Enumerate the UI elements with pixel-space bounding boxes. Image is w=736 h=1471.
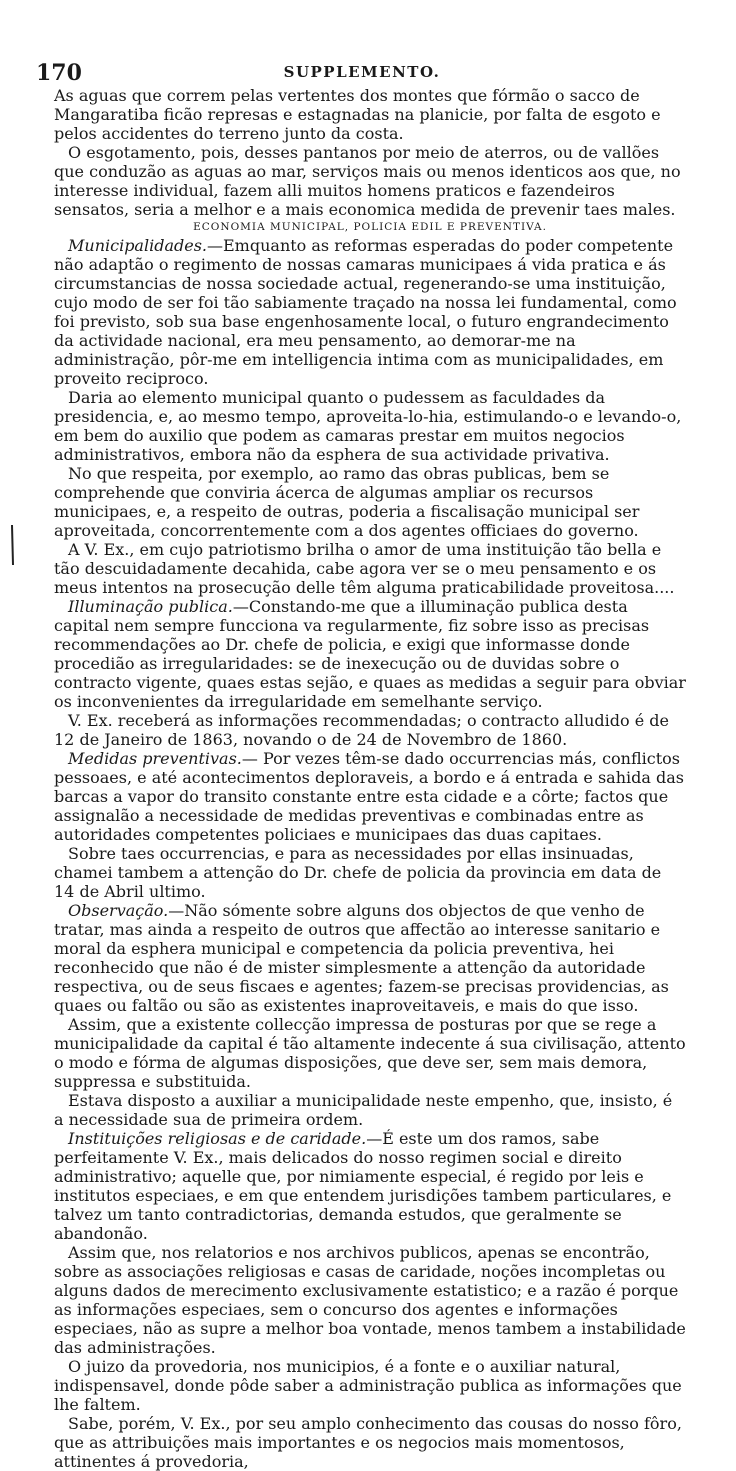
paragraph-lead: Municipalidades. [68,236,207,255]
paragraph: Assim, que a existente collecção impressa de posturas por que se rege a municipalidade da capital é tão altamente indecente á sua civilisação, attento o modo e fórma de algumas disposições, que deve ser, sem mais demora, suppressa e substituida. [54,1015,686,1091]
paragraph-lead: Instituições religiosas e de caridade. [68,1129,367,1148]
paragraph: Observação.—Não sómente sobre alguns dos objectos de que venho de tratar, mas ainda a respeito de outros que affectão ao interesse sanitario e moral da esphera municipal e competencia da policia preventiva, hei reconhecido que não é de mister simplesmente a attenção da autoridade respectiva, ou de seus fiscaes e agentes; fazem-se precisas providencias, as quaes ou faltão ou são as existentes inaproveitaveis, e mais do que isso. [54,901,669,1015]
paragraph: Assim que, nos relatorios e nos archivos publicos, apenas se encontrão, sobre as associações religiosas e casas de caridade, noções incompletas ou alguns dados de merecimento exclusivamente estatistico; e a razão é porque as informações especiaes, sem o concurso dos agentes e informações especiaes, não as supre a melhor boa vontade, menos tambem a instabilidade das administrações. [54,1243,686,1357]
paragraph: Estava disposto a auxiliar a municipalidade neste empenho, que, insisto, é a necessidade sua de primeira ordem. [54,1091,673,1129]
paragraph: Sobre taes occurrencias, e para as necessidades por ellas insinuadas, chamei tambem a attenção do Dr. chefe de policia da provincia em data de 14 de Abril ultimo. [54,844,662,901]
section-heading: ECONOMIA MUNICIPAL, POLICIA EDIL E PREVENTIVA. [193,221,547,233]
paragraph: As aguas que correm pelas vertentes dos montes que fórmão o sacco de Mangaratiba ficão represas e estagnadas na planicie, por falta de esgoto e pelos accidentes do terreno junto da costa. [54,86,661,143]
margin-mark-icon [10,525,15,565]
paragraph: O esgotamento, pois, desses pantanos por meio de aterros, ou de vallões que conduzão as aguas ao mar, serviços mais ou menos identicos aos que, no interesse individual, fazem alli muitos homens praticos e fazendeiros sensatos, seria a melhor e a mais economica medida de prevenir taes males. [54,143,681,219]
paragraph: O juizo da provedoria, nos municipios, é a fonte e o auxiliar natural, indispensavel, donde pôde saber a administração publica as informações que lhe faltem. [54,1357,682,1414]
paragraph: No que respeita, por exemplo, ao ramo das obras publicas, bem se comprehende que conviria ácerca de algumas ampliar os recursos municipaes, e, a respeito de outras, poderia a fiscalisação municipal ser aproveitada, concorrentemente com a dos agentes officiaes do governo. [54,464,640,540]
paragraph: Sabe, porém, V. Ex., por seu amplo conhecimento das cousas do nosso fôro, que as attribuições mais importantes e os negocios mais momentosos, attinentes á provedoria, [54,1414,682,1471]
paragraph-lead: Medidas preventivas. [68,749,242,768]
paragraph-lead: Observação. [68,901,169,920]
paragraph: Illuminação publica.—Constando-me que a illuminação publica desta capital nem sempre funcciona va regularmente, fiz sobre isso as precisas recommendações ao Dr. chefe de policia, e exigi que informasse donde procedião as irregularidades: se de inexecução ou de duvidas sobre o contracto vigente, quaes estas sejão, e quaes as medidas a seguir para obviar os inconvenientes da irregularidade em semelhante serviço. [54,597,686,711]
paragraph: V. Ex. receberá as informações recommendadas; o contracto alludido é de 12 de Janeiro de 1863, novando o de 24 de Novembro de 1860. [54,711,669,749]
paragraph: Daria ao elemento municipal quanto o pudessem as faculdades da presidencia, e, ao mesmo tempo, aproveita-lo-hia, estimulando-o e levando-o, em bem do auxilio que podem as camaras prestar em muitos negocios administrativos, embora não da esphera de sua actividade privativa. [54,388,682,464]
page-header [36,60,688,84]
paragraph: Instituições religiosas e de caridade.—É este um dos ramos, sabe perfeitamente V. Ex., mais delicados do nosso regimen social e direito administrativo; aquelle que, por nimiamente especial, é regido por leis e institutos especiaes, e em que entendem jurisdições tambem particulares, e talvez um tanto contradictorias, demanda estudos, que geralmente se abandonão. [54,1129,672,1243]
running-title: SUPPLEMENTO. [283,63,441,81]
paragraph: Municipalidades.—Emquanto as reformas esperadas do poder competente não adaptão o regimento de nossas camaras municipaes á vida pratica e ás circumstancias de nossa sociedade actual, regenerando-se uma instituição, cujo modo de ser foi tão sabiamente traçado na nossa lei fundamental, como foi previsto, sob sua base engenhosamente local, o futuro engrandecimento da actividade nacional, era meu pensamento, ao demorar-me na administração, pôr-me em intelligencia intima com as municipalidades, em proveito reciproco. [54,236,677,388]
paragraph: Medidas preventivas.— Por vezes têm-se dado occurrencias más, conflictos pessoaes, e até acontecimentos deploraveis, a bordo e á entrada e sahida das barcas a vapor do transito constante entre esta cidade e a côrte; factos que assignalão a necessidade de medidas preventivas e combinadas entre as autoridades competentes policiaes e municipaes das duas capitaes. [54,749,684,844]
paragraph: A V. Ex., em cujo patriotismo brilha o amor de uma instituição tão bella e tão descuidadamente decahida, cabe agora ver se o meu pensamento e os meus intentos na prosecução delle têm alguma praticabilidade proveitosa.... [54,540,675,597]
page-number: 170 [36,60,82,86]
page-body [54,86,686,1471]
paragraph-lead: Illuminação publica. [68,597,233,616]
